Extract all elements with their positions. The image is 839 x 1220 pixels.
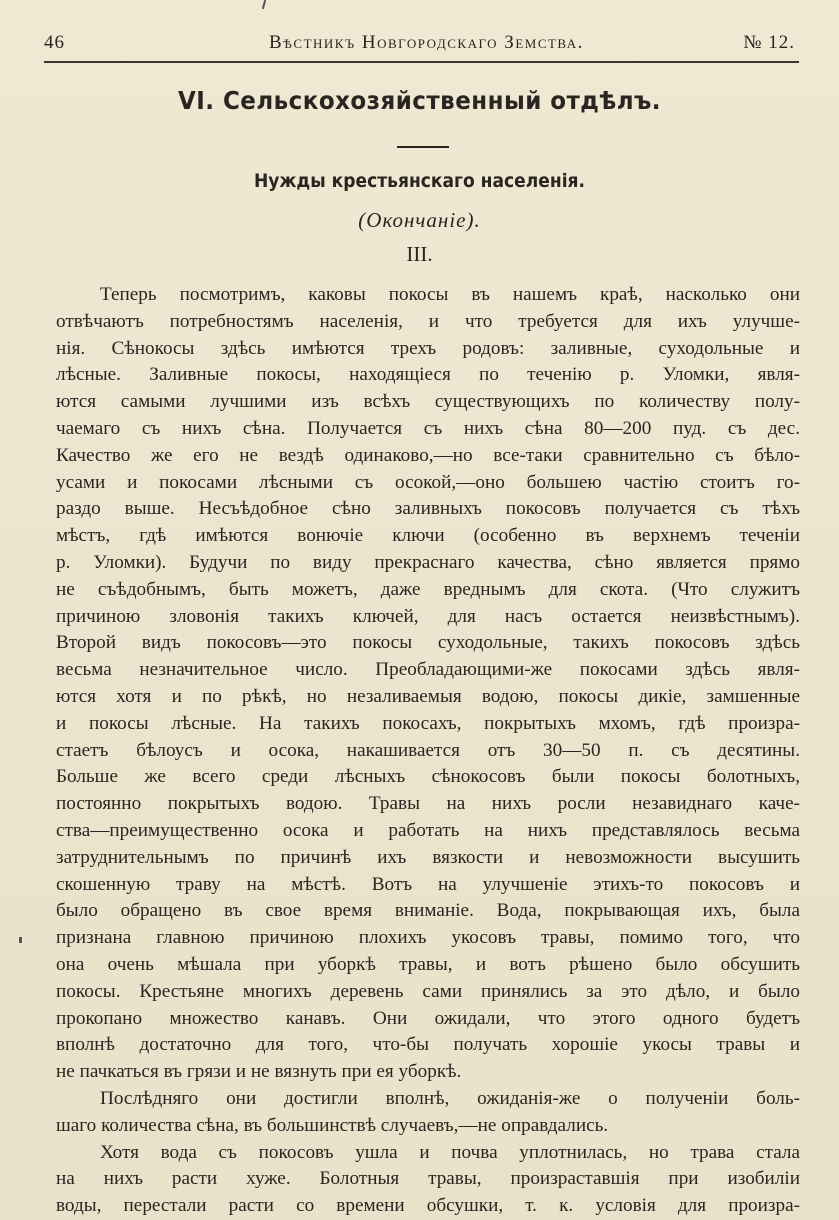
- header-rule: [44, 61, 799, 63]
- article-body: [56, 282, 800, 1220]
- text-line: чаемаго съ нихъ сѣна. Получается съ нихъ сѣна 80—200 пуд. съ дес.: [56, 417, 800, 439]
- article-title: Нужды крестьянскаго населенія.: [253, 170, 586, 192]
- text-line: скошенную траву на мѣстѣ. Вотъ на улучшеніе этихъ-то покосовъ и: [56, 873, 800, 895]
- text-line: не съѣдобнымъ, быть можетъ, даже вреднымъ для скота. (Что служитъ: [56, 578, 800, 600]
- part-number: III.: [406, 242, 433, 266]
- text-line: ства—преимущественно осока и работать на нихъ представлялось весьма: [56, 819, 800, 841]
- text-line: раздо выше. Несъѣдобное сѣно заливныхъ покосовъ получается съ тѣхъ: [56, 498, 800, 520]
- text-line: постоянно покрытыхъ водою. Травы на нихъ росли незавиднаго каче-: [56, 793, 800, 815]
- text-line: она очень мѣшала при уборкѣ травы, и вотъ рѣшено было обсушить: [56, 953, 800, 975]
- text-line: лѣсные. Заливные покосы, находящіеся по теченію р. Уломки, явля-: [56, 364, 800, 386]
- print-mark: [262, 0, 266, 9]
- section-divider: [397, 146, 449, 148]
- journal-title: Вѣстникъ Новгородскаго Земства.: [269, 32, 584, 53]
- text-line: затруднительнымъ по причинѣ ихъ вязкости и невозможности высушить: [56, 846, 800, 868]
- text-line: Второй видъ покосовъ—это покосы суходольные, такихъ покосовъ здѣсь: [56, 632, 800, 654]
- text-line: отвѣчаютъ потребностямъ населенія, и что требуется для ихъ улучше-: [56, 310, 800, 332]
- text-line: р. Уломки). Будучи по виду прекраснаго качества, сѣно является прямо: [56, 551, 800, 573]
- text-line: Послѣдняго они достигли вполнѣ, ожиданія-же о полученіи боль-: [100, 1087, 800, 1109]
- text-line: покосы. Крестьяне многихъ деревень сами принялись за это дѣло, и было: [56, 980, 800, 1002]
- text-line: мѣстъ, гдѣ имѣются вонючіе ключи (особенно въ верхнемъ теченіи: [56, 525, 800, 547]
- text-line: и покосы лѣсные. На такихъ покосахъ, покрытыхъ мхомъ, гдѣ произра-: [56, 712, 800, 734]
- text-line: стаетъ бѣлоусъ и осока, накашивается отъ 30—50 п. съ десятины.: [56, 739, 800, 761]
- text-line: признана главною причиною плохихъ укосовъ травы, помимо того, что: [56, 927, 800, 949]
- issue-number: № 12.: [743, 32, 795, 53]
- text-line: причиною зловонія такихъ ключей, для насъ остается неизвѣстнымъ).: [56, 605, 800, 627]
- running-header: [44, 32, 795, 60]
- text-line: весьма незначительное число. Преобладающими-же покосами здѣсь явля-: [56, 659, 800, 681]
- text-line: на нихъ расти хуже. Болотныя травы, произраставшія при изобиліи: [56, 1168, 800, 1190]
- page-number: 46: [44, 32, 65, 53]
- text-line: шаго количества сѣна, въ большинствѣ случаевъ,—не оправдались.: [56, 1114, 609, 1136]
- text-line: ются самыми лучшими изъ всѣхъ существующихъ по количеству полу-: [56, 391, 800, 413]
- text-line: прокопано множество канавъ. Они ожидали, что этого одного будетъ: [56, 1007, 800, 1029]
- text-line: Хотя вода съ покосовъ ушла и почва уплотнилась, но трава стала: [100, 1141, 800, 1163]
- print-mark: [19, 937, 22, 943]
- text-line: не пачкаться въ грязи и не вязнуть при ея уборкѣ.: [56, 1061, 462, 1083]
- continuation-note: (Окончаніе).: [358, 208, 481, 232]
- text-line: воды, перестали расти со времени обсушки, т. к. условія для произра-: [56, 1195, 800, 1217]
- text-line: было обращено въ свое время вниманіе. Вода, покрывающая ихъ, была: [56, 900, 800, 922]
- text-line: Больше же всего среди лѣсныхъ сѣнокосовъ были покосы болотныхъ,: [56, 766, 800, 788]
- text-line: усами и покосами лѣсными съ осокой,—оно большею частію стоитъ го-: [56, 471, 800, 493]
- text-line: вполнѣ достаточно для того, что-бы получать хорошіе укосы травы и: [56, 1034, 800, 1056]
- text-line: ются хотя и по рѣкѣ, но незаливаемыя водою, покосы дикіе, замшенные: [56, 685, 800, 707]
- text-line: Качество же его не вездѣ одинаково,—но все-таки сравнительно съ бѣло-: [56, 444, 800, 466]
- section-title: VI. Сельскохозяйственный отдѣлъ.: [178, 86, 661, 115]
- text-line: нія. Сѣнокосы здѣсь имѣются трехъ родовъ: заливные, суходольные и: [56, 337, 800, 359]
- text-line: Теперь посмотримъ, каковы покосы въ нашемъ краѣ, насколько они: [100, 284, 800, 305]
